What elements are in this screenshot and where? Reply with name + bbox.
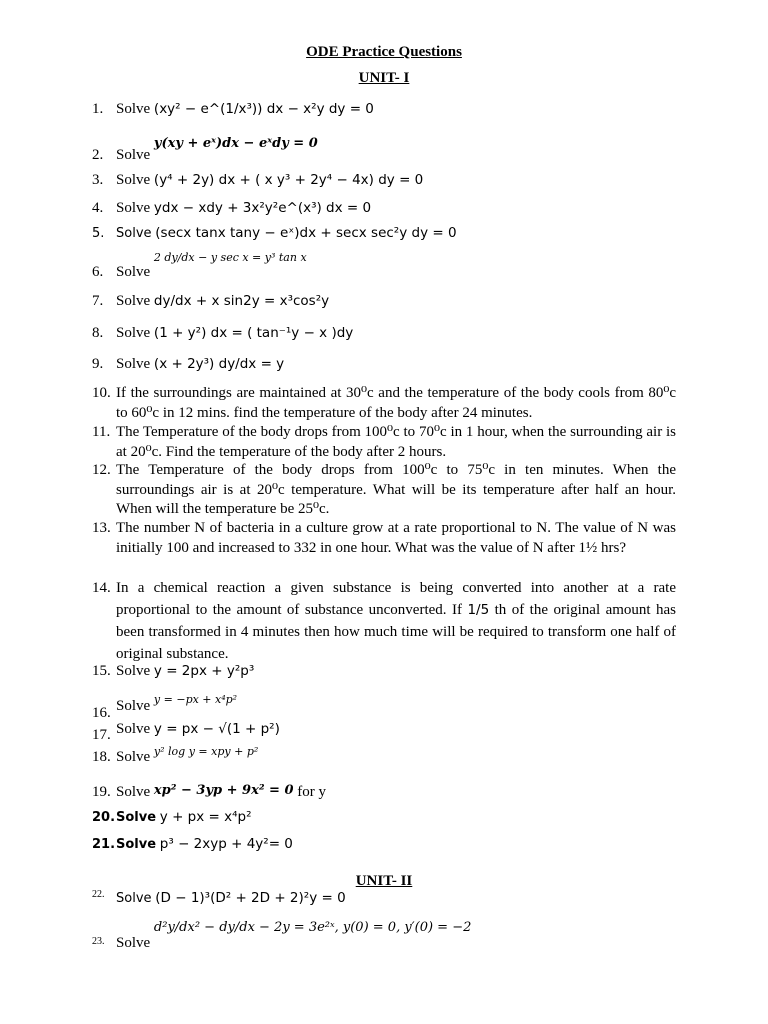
question-13: 13. The number N of bacteria in a culture grow at a rate proportional to N. The value of N was initially 100 and increased to 332 in one hour. What was the value of N after 1½ hrs? bbox=[92, 520, 676, 556]
equation: dy/dx + x sin2y = x³cos²y bbox=[153, 293, 330, 309]
equation: (x + 2y³) dy/dx = y bbox=[153, 356, 285, 372]
equation: y = 2px + y²p³ bbox=[153, 663, 255, 679]
equation: (D − 1)³(D² + 2D + 2)²y = 0 bbox=[155, 890, 346, 906]
question-16: 16. Solve y = −px + x⁴p² bbox=[92, 693, 238, 721]
question-15: 15. Solve y = 2px + y²p³ bbox=[92, 663, 255, 679]
equation: y = px − √(1 + p²) bbox=[153, 721, 280, 737]
equation: (y⁴ + 2y) dx + ( x y³ + 2y⁴ − 4x) dy = 0 bbox=[153, 172, 424, 188]
question-14: 14. In a chemical reaction a given substance is being converted into another at a rate proportional to the amount of substance unconverted. If 1/5 th of the original amount has been transformed in 4 minutes then how much time will be required to transform one half of original substance. bbox=[92, 580, 677, 662]
question-12: 12. The Temperature of the body drops from 100⁰c to 75⁰c in ten minutes. When the surroundings air is at 20⁰c temperature. What will be its temperature after half an hour. When will the temperature be 25⁰c. bbox=[92, 462, 676, 517]
equation: d²y/dx² − dy/dx − 2y = 3e²ˣ, y(0) = 0, y′(0) = −2 bbox=[153, 920, 472, 935]
equation: y² log y = xpy + p² bbox=[153, 745, 259, 758]
question-3: 3. Solve (y⁴ + 2y) dx + ( x y³ + 2y⁴ − 4x) dy = 0 bbox=[92, 172, 424, 188]
question-21: 21. Solve p³ − 2xyp + 4y²= 0 bbox=[92, 836, 293, 852]
equation: (secx tanx tany − eˣ)dx + secx sec²y dy = 0 bbox=[155, 225, 457, 241]
equation: 2 dy/dx − y sec x = y³ tan x bbox=[153, 251, 307, 264]
question-17: 17. Solve y = px − √(1 + p²) bbox=[92, 721, 280, 743]
equation: (xy² − e^(1/x³)) dx − x²y dy = 0 bbox=[153, 101, 374, 117]
question-9: 9. Solve (x + 2y³) dy/dx = y bbox=[92, 356, 285, 372]
question-4: 4. Solve ydx − xdy + 3x²y²e^(x³) dx = 0 bbox=[92, 200, 372, 216]
question-18: 18. Solve y² log y = xpy + p² bbox=[92, 745, 259, 765]
equation: y(xy + eˣ)dx − eˣdy = 0 bbox=[153, 136, 318, 151]
document-title: ODE Practice Questions bbox=[306, 44, 462, 60]
equation: (1 + y²) dx = ( tan⁻¹y − x )dy bbox=[153, 325, 354, 341]
question-1: 1. Solve (xy² − e^(1/x³)) dx − x²y dy = 0 bbox=[92, 101, 374, 117]
question-23: 23. Solve d²y/dx² − dy/dx − 2y = 3e²ˣ, y(0) = 0, y′(0) = −2 bbox=[92, 920, 472, 951]
equation: y = −px + x⁴p² bbox=[153, 693, 238, 706]
question-6: 6. Solve 2 dy/dx − y sec x = y³ tan x bbox=[92, 251, 307, 280]
question-2: 2. Solve y(xy + eˣ)dx − eˣdy = 0 bbox=[92, 136, 318, 163]
equation: xp² − 3yp + 9x² = 0 bbox=[153, 783, 294, 798]
fraction: 1/5 bbox=[467, 602, 490, 618]
equation: p³ − 2xyp + 4y²= 0 bbox=[159, 836, 293, 852]
question-8: 8. Solve (1 + y²) dx = ( tan⁻¹y − x )dy bbox=[92, 325, 354, 341]
question-10: 10. If the surroundings are maintained at 30⁰c and the temperature of the body cools from 80⁰c to 60⁰c in 12 mins. find the temperature of the body after 24 minutes. bbox=[92, 385, 676, 421]
equation: y + px = x⁴p² bbox=[159, 809, 252, 825]
question-5: 5. Solve (secx tanx tany − eˣ)dx + secx sec²y dy = 0 bbox=[92, 225, 457, 241]
question-11: 11. The Temperature of the body drops from 100⁰c to 70⁰c in 1 hour, when the surrounding air is at 20⁰c. Find the temperature of the body after 2 hours. bbox=[92, 424, 676, 460]
unit-two-heading: UNIT- II bbox=[355, 873, 413, 889]
unit-one-heading: UNIT- I bbox=[358, 70, 410, 86]
question-22: 22. Solve (D − 1)³(D² + 2D + 2)²y = 0 bbox=[92, 889, 346, 906]
question-20: 20. Solve y + px = x⁴p² bbox=[92, 809, 252, 825]
question-19: 19. Solve xp² − 3yp + 9x² = 0 for y bbox=[92, 783, 327, 800]
question-7: 7. Solve dy/dx + x sin2y = x³cos²y bbox=[92, 293, 330, 309]
equation: ydx − xdy + 3x²y²e^(x³) dx = 0 bbox=[153, 200, 372, 216]
